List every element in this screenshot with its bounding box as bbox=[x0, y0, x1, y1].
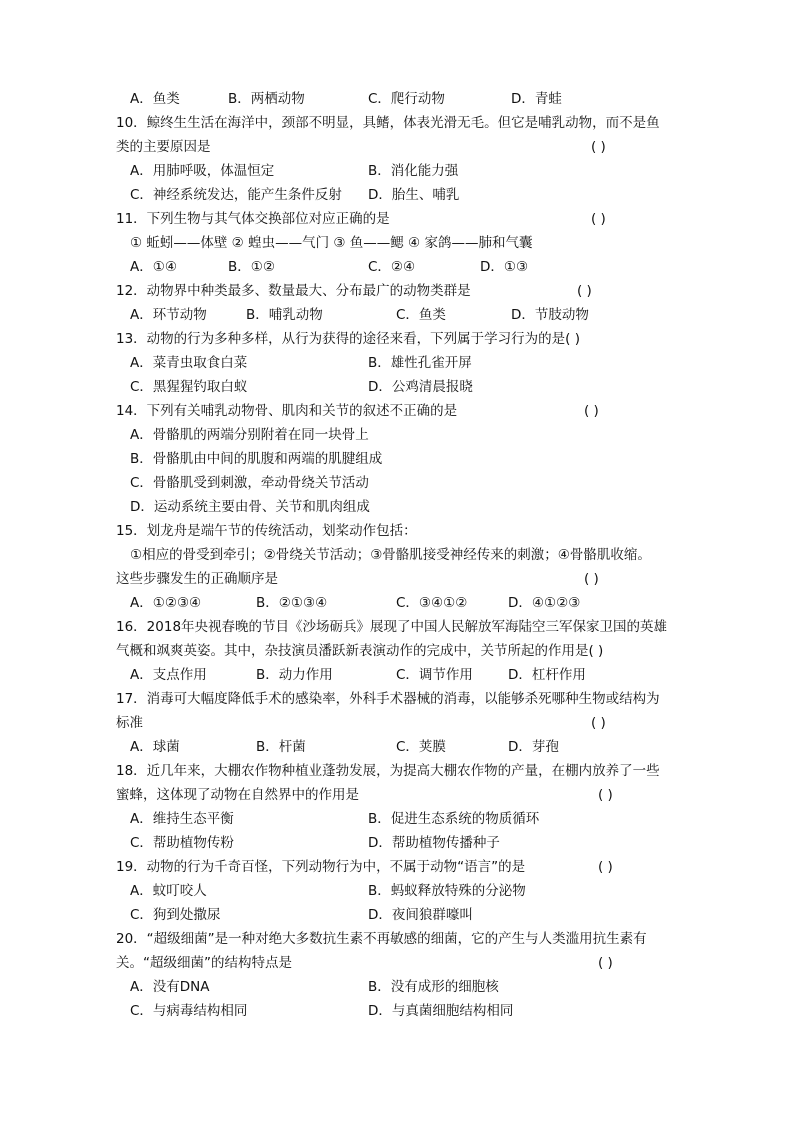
question-11-stem: 11．下列生物与其气体交换部位对应正确的是 bbox=[116, 211, 390, 227]
answer-blank: ( ) bbox=[584, 403, 599, 419]
answer-blank: ( ) bbox=[598, 955, 613, 971]
option-b: B．①② bbox=[228, 259, 275, 275]
option-c: C．黑猩猩钓取白蚁 bbox=[130, 379, 248, 395]
option-a: A．维持生态平衡 bbox=[130, 811, 234, 827]
option-c: C．帮助植物传粉 bbox=[130, 835, 234, 851]
question-20-stem: 20．“超级细菌”是一种对绝大多数抗生素不再敏感的细菌，它的产生与人类滥用抗生素有 bbox=[116, 931, 647, 947]
answer-blank: ( ) bbox=[598, 787, 613, 803]
option-b: B．蚂蚁释放特殊的分泌物 bbox=[368, 883, 526, 899]
option-c: C．与病毒结构相同 bbox=[130, 1003, 248, 1019]
option-a: A．球菌 bbox=[130, 739, 180, 755]
option-c: C．神经系统发达，能产生条件反射 bbox=[130, 187, 342, 203]
option-b: B．促进生态系统的物质循环 bbox=[368, 811, 540, 827]
question-17-stem-cont: 标准 bbox=[116, 715, 143, 731]
option-c: C．荚膜 bbox=[396, 739, 446, 755]
option-b: B．②①③④ bbox=[256, 595, 328, 611]
option-a: A．用肺呼吸，体温恒定 bbox=[130, 163, 275, 179]
option-b: B．骨骼肌由中间的肌腹和两端的肌腱组成 bbox=[130, 451, 383, 467]
answer-blank: ( ) bbox=[591, 211, 606, 227]
option-a: A．环节动物 bbox=[130, 307, 207, 323]
option-d: D．运动系统主要由骨、关节和肌肉组成 bbox=[130, 499, 370, 515]
option-b: B．两栖动物 bbox=[228, 91, 305, 107]
question-15-prompt: 这些步骤发生的正确顺序是 bbox=[116, 571, 278, 587]
option-d: D．芽孢 bbox=[508, 739, 559, 755]
question-14-stem: 14．下列有关哺乳动物骨、肌肉和关节的叙述不正确的是 bbox=[116, 403, 458, 419]
option-d: D．夜间狼群嚎叫 bbox=[368, 907, 473, 923]
option-d: D．帮助植物传播种子 bbox=[368, 835, 500, 851]
option-d: D．胎生、哺乳 bbox=[368, 187, 460, 203]
question-19-stem: 19．动物的行为千奇百怪，下列动物行为中，不属于动物“语言”的是 bbox=[116, 859, 526, 875]
question-20-stem-cont: 关。“超级细菌”的结构特点是 bbox=[116, 955, 292, 971]
answer-blank: ( ) bbox=[591, 139, 606, 155]
question-11-items: ① 蚯蚓——体壁 ② 蝗虫——气门 ③ 鱼——鳃 ④ 家鸽——肺和气囊 bbox=[130, 235, 533, 251]
option-b: B．没有成形的细胞核 bbox=[368, 979, 499, 995]
option-c: C．②④ bbox=[368, 259, 416, 275]
question-15-stem: 15．划龙舟是端午节的传统活动，划桨动作包括： bbox=[116, 523, 417, 539]
option-d: D．④①②③ bbox=[508, 595, 581, 611]
question-16-stem: 16．2018年央视春晚的节目《沙场砺兵》展现了中国人民解放军海陆空三军保家卫国的英雄 bbox=[116, 619, 668, 635]
question-18-stem: 18．近几年来，大棚农作物种植业蓬勃发展，为提高大棚农作物的产量，在棚内放养了一些 bbox=[116, 763, 660, 779]
option-b: B．哺乳动物 bbox=[246, 307, 323, 323]
option-d: D．公鸡清晨报晓 bbox=[368, 379, 473, 395]
option-c: C．爬行动物 bbox=[368, 91, 445, 107]
option-c: C．鱼类 bbox=[396, 307, 446, 323]
option-c: C．调节作用 bbox=[396, 667, 473, 683]
option-a: A．菜青虫取食白菜 bbox=[130, 355, 248, 371]
option-b: B．雄性孔雀开屏 bbox=[368, 355, 472, 371]
question-13-stem: 13．动物的行为多种多样，从行为获得的途径来看，下列属于学习行为的是( ) bbox=[116, 331, 581, 347]
question-10-stem: 10．鲸终生生活在海洋中，颈部不明显，具鳍，体表光滑无毛。但它是哺乳动物，而不是鱼 bbox=[116, 115, 660, 131]
option-a: A．骨骼肌的两端分别附着在同一块骨上 bbox=[130, 427, 369, 443]
question-12-stem: 12．动物界中种类最多、数量最大、分布最广的动物类群是 bbox=[116, 283, 471, 299]
option-a: A．①②③④ bbox=[130, 595, 202, 611]
answer-blank: ( ) bbox=[591, 715, 606, 731]
option-c: C．③④①② bbox=[396, 595, 468, 611]
option-c: C．狗到处撒尿 bbox=[130, 907, 221, 923]
answer-blank: ( ) bbox=[584, 571, 599, 587]
option-a: A．蚊叮咬人 bbox=[130, 883, 207, 899]
question-15-steps: ①相应的骨受到牵引；②骨绕关节活动；③骨骼肌接受神经传来的刺激；④骨骼肌收缩。 bbox=[130, 547, 651, 563]
question-18-stem-cont: 蜜蜂，这体现了动物在自然界中的作用是 bbox=[116, 787, 359, 803]
option-c: C．骨骼肌受到刺激，牵动骨绕关节活动 bbox=[130, 475, 369, 491]
option-a: A．没有DNA bbox=[130, 979, 210, 995]
option-d: D．杠杆作用 bbox=[508, 667, 586, 683]
option-b: B．动力作用 bbox=[256, 667, 333, 683]
question-17-stem: 17．消毒可大幅度降低手术的感染率，外科手术器械的消毒，以能够杀死哪种生物或结构为 bbox=[116, 691, 660, 707]
option-d: D．与真菌细胞结构相同 bbox=[368, 1003, 514, 1019]
question-16-stem-cont: 气概和飒爽英姿。其中，杂技演员潘跃新表演动作的完成中，关节所起的作用是( ) bbox=[116, 643, 604, 659]
option-a: A．①④ bbox=[130, 259, 177, 275]
option-b: B．消化能力强 bbox=[368, 163, 459, 179]
option-d: D．①③ bbox=[480, 259, 529, 275]
answer-blank: ( ) bbox=[598, 859, 613, 875]
option-d: D．节肢动物 bbox=[511, 307, 589, 323]
question-10-stem-cont: 类的主要原因是 bbox=[116, 139, 211, 155]
option-d: D．青蛙 bbox=[511, 91, 562, 107]
answer-blank: ( ) bbox=[577, 283, 592, 299]
option-a: A．支点作用 bbox=[130, 667, 207, 683]
option-b: B．杆菌 bbox=[256, 739, 306, 755]
option-a: A．鱼类 bbox=[130, 91, 180, 107]
